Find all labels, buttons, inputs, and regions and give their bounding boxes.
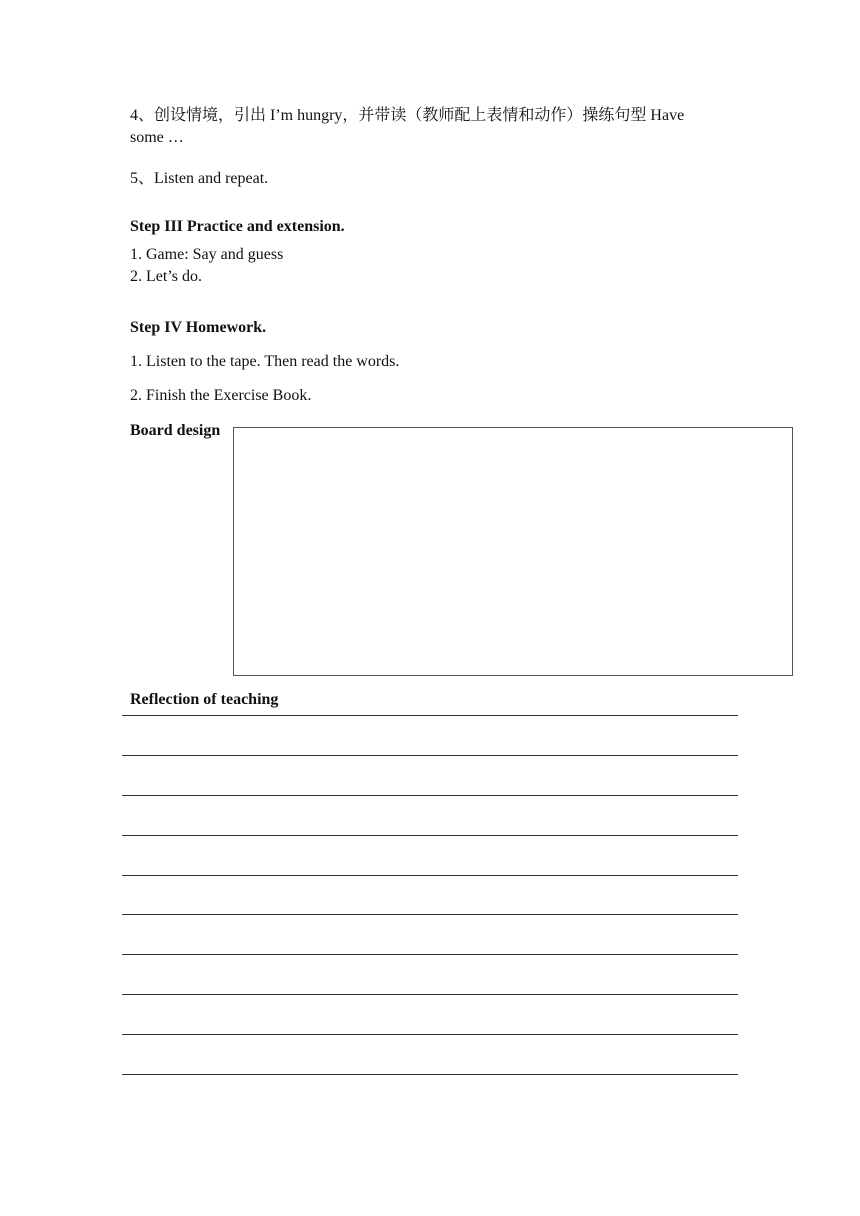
reflection-label: Reflection of teaching xyxy=(130,691,279,708)
board-design-box xyxy=(233,427,793,676)
reflection-line xyxy=(122,1074,738,1075)
reflection-line xyxy=(122,835,738,836)
reflection-line xyxy=(122,954,738,955)
reflection-line xyxy=(122,795,738,796)
step4-heading: Step IV Homework. xyxy=(130,319,267,336)
step3-item-2: 2. Let’s do. xyxy=(130,268,202,285)
step4-item-2: 2. Finish the Exercise Book. xyxy=(130,387,312,404)
step4-item-1: 1. Listen to the tape. Then read the words. xyxy=(130,353,400,370)
reflection-line xyxy=(122,994,738,995)
step2-item4-line1: 4、创设情境，引出 I’m hungry，并带读（教师配上表情和动作）操练句型 Have xyxy=(130,107,685,124)
step3-item-1: 1. Game: Say and guess xyxy=(130,246,284,263)
reflection-line xyxy=(122,1034,738,1035)
reflection-line xyxy=(122,875,738,876)
reflection-line xyxy=(122,755,738,756)
reflection-line xyxy=(122,914,738,915)
board-design-label: Board design xyxy=(130,422,221,439)
reflection-line xyxy=(122,715,738,716)
step3-heading: Step III Practice and extension. xyxy=(130,218,345,235)
step2-item4-line2: some … xyxy=(130,129,184,146)
step2-item5: 5、Listen and repeat. xyxy=(130,170,269,187)
